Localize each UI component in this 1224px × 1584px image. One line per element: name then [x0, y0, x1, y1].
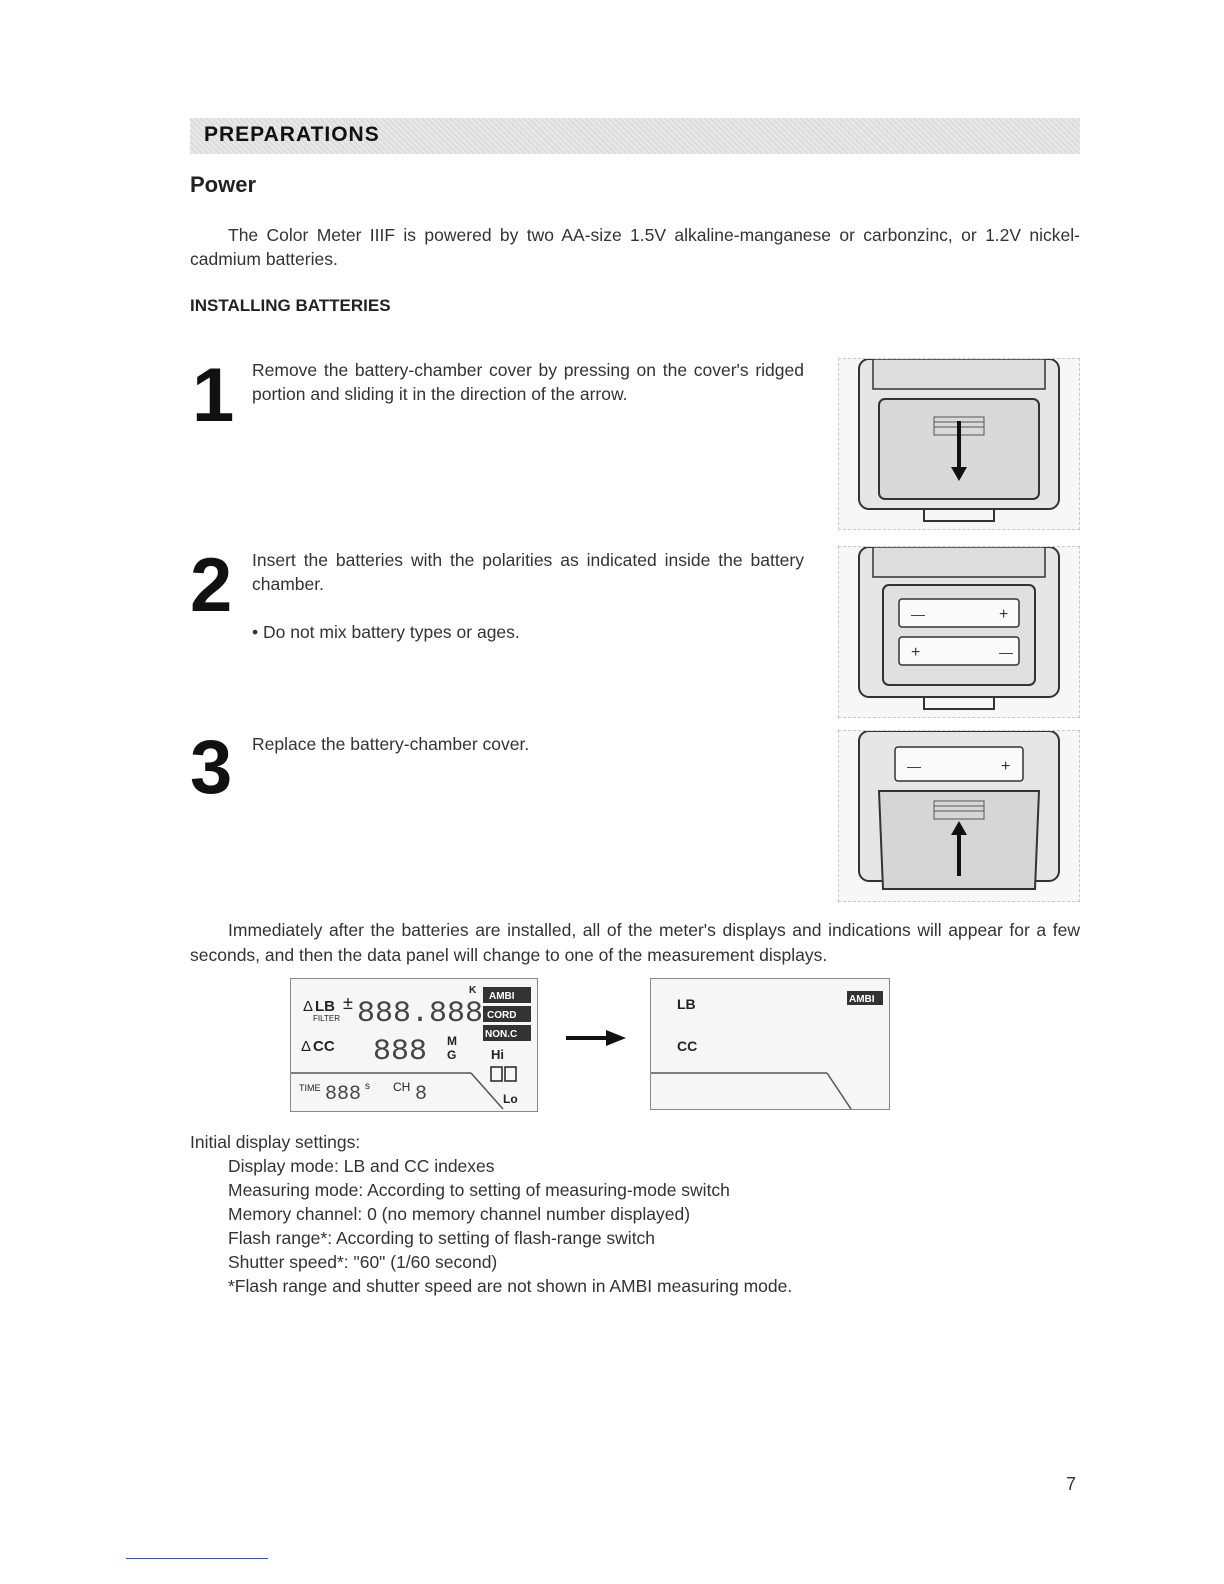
step-3-number: 3 [190, 725, 233, 810]
lcd-k-label: K [469, 985, 477, 996]
lcd-initial-display [650, 978, 890, 1110]
battery-1-minus: — [911, 606, 925, 622]
lcd-m-label: M [447, 1034, 457, 1048]
section-title: PREPARATIONS [204, 123, 380, 146]
step-1-text: Remove the battery-chamber cover by pressing on the cover's ridged portion and sliding it in the direction of the arrow. [252, 360, 804, 404]
figure-replace-cover [838, 730, 1080, 902]
transition-arrow-icon [566, 1028, 626, 1053]
figure-insert-batteries [838, 546, 1080, 718]
lcd-nonc-badge: NON.C [485, 1029, 518, 1040]
lcd-ch-label: CH [393, 1080, 411, 1094]
lcd-initial-ambi-badge: AMBI [849, 994, 875, 1005]
step-2-number: 2 [190, 543, 233, 628]
settings-display-mode: Display mode: LB and CC indexes [228, 1156, 495, 1176]
settings-title: Initial display settings: [190, 1132, 361, 1152]
settings-flash-range: Flash range*: According to setting of flash-range switch [228, 1228, 656, 1248]
after-install-paragraph: Immediately after the batteries are installed, all of the meter's displays and indications will appear for a few seconds, and then the data panel will change to one of the measurement displays. [190, 920, 1080, 965]
lcd-cord-badge: CORD [487, 1010, 517, 1021]
settings-footnote: *Flash range and shutter speed are not shown in AMBI measuring mode. [228, 1276, 793, 1296]
battery-plus: + [1001, 758, 1011, 775]
lcd-delta-lb: Δ [303, 998, 314, 1015]
initial-settings-block [190, 1130, 792, 1298]
lcd-cc-digits: 888 [373, 1035, 428, 1069]
step-1-number: 1 [192, 353, 235, 438]
heading-power: Power [190, 172, 257, 197]
lcd-lb-label: LB [315, 998, 335, 1015]
intro-paragraph: The Color Meter IIIF is powered by two AA-size 1.5V alkaline-manganese or carbonzinc, or 1.2V nickel-cadmium batteries. [190, 225, 1080, 269]
heading-installing-batteries: INSTALLING BATTERIES [190, 296, 391, 315]
section-header-band [190, 118, 1080, 154]
lcd-time-digits: 888 [325, 1083, 362, 1106]
lcd-lb-digits: 888.888 [357, 997, 484, 1031]
battery-minus: — [907, 758, 921, 774]
footer-rule [126, 1558, 268, 1559]
lcd-hi-label: Hi [491, 1047, 504, 1062]
page-number: 7 [1066, 1474, 1077, 1494]
lcd-g-label: G [447, 1048, 457, 1062]
lcd-initial-cc: CC [677, 1038, 698, 1054]
lcd-plusminus: ± [343, 993, 353, 1013]
battery-2-plus: + [911, 644, 921, 661]
lcd-filter-label: FILTER [313, 1014, 340, 1023]
lcd-time-label: TIME [299, 1083, 321, 1093]
lcd-all-segments [290, 978, 538, 1112]
lcd-ch-digit: 8 [415, 1083, 428, 1106]
lcd-s-label: s [365, 1081, 370, 1092]
lcd-ambi-badge: AMBI [489, 991, 515, 1002]
lcd-initial-lb: LB [677, 996, 696, 1012]
battery-1-plus: + [999, 606, 1009, 623]
lcd-lo-label: Lo [503, 1092, 518, 1106]
settings-memory-channel: Memory channel: 0 (no memory channel number displayed) [228, 1204, 691, 1224]
step-3-text: Replace the battery-chamber cover. [252, 734, 530, 754]
battery-2-minus: — [999, 644, 1013, 660]
settings-shutter-speed: Shutter speed*: "60" (1/60 second) [228, 1252, 498, 1272]
lcd-cc-label: CC [313, 1038, 335, 1055]
lcd-delta-cc: Δ [301, 1038, 312, 1055]
settings-measuring-mode: Measuring mode: According to setting of measuring-mode switch [228, 1180, 730, 1200]
step-2-note: • Do not mix battery types or ages. [252, 622, 520, 642]
figure-remove-cover [838, 358, 1080, 530]
step-2-text: Insert the batteries with the polarities as indicated inside the battery chamber. [252, 550, 804, 594]
